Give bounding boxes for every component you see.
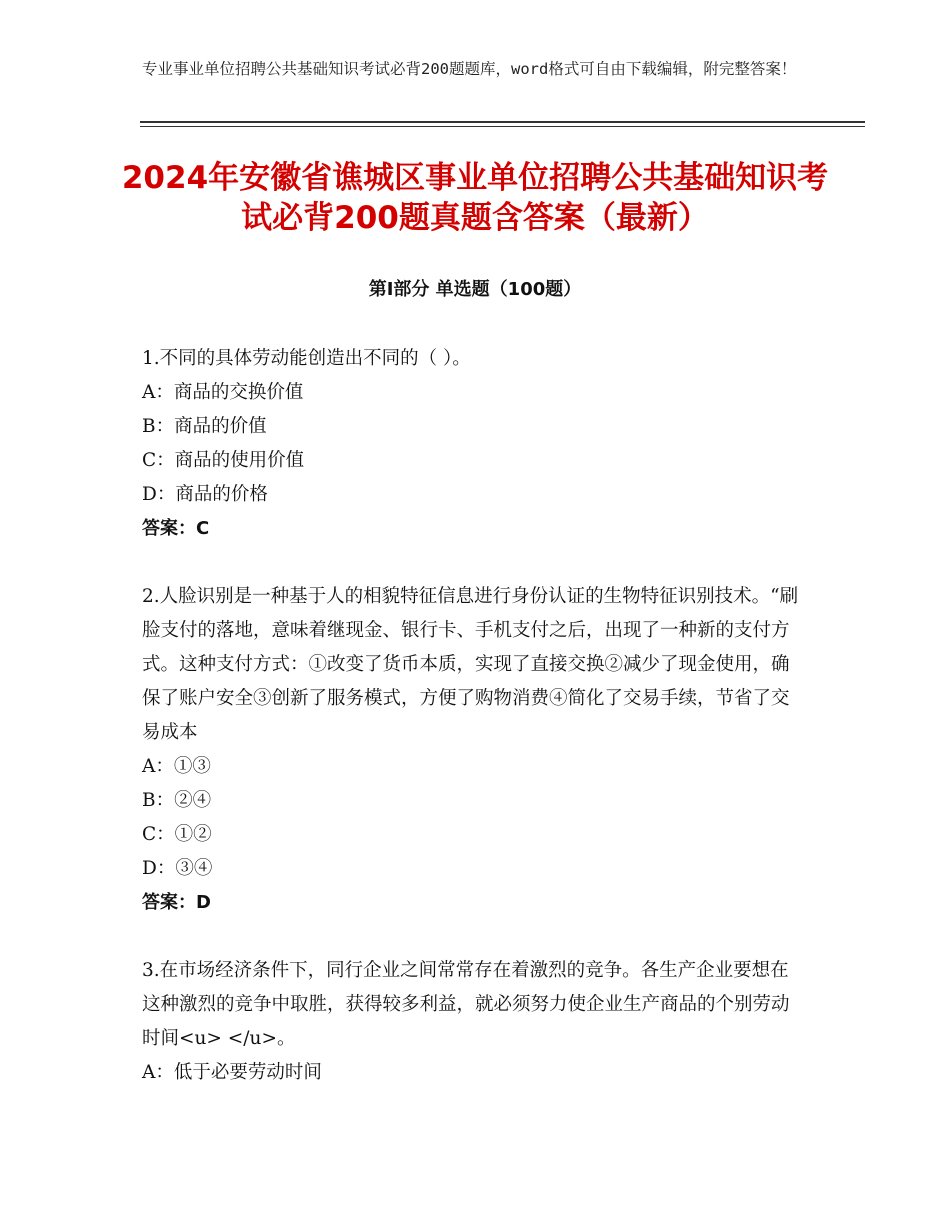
option-a: A：低于必要劳动时间 [142, 1062, 322, 1083]
header-rule-thin [140, 126, 865, 127]
header-rule-thick [140, 121, 865, 123]
question-stem: 1.不同的具体劳动能创造出不同的（ ）。 [142, 348, 471, 369]
option-b: B：②④ [142, 790, 212, 811]
option-d: D：商品的价格 [142, 484, 268, 505]
option-c: C：商品的使用价值 [142, 450, 305, 471]
question-stem: 2.人脸识别是一种基于人的相貌特征信息进行身份认证的生物特征识别技术。“刷脸支付的落地，意味着继现金、银行卡、手机支付之后，出现了一种新的支付方式。这种支付方式：①改变了货币本质，实现了直接交换②减少了现金使用，确保了账户安全③创新了服务模式，方便了购物消费④简化了交易手续，节省了交易成本 [142, 586, 799, 743]
question-2 [142, 580, 802, 920]
section-heading: 第Ⅰ部分 单选题（100题） [368, 279, 582, 300]
option-b: B：商品的价值 [142, 416, 267, 437]
document-title: 2024年安徽省谯城区事业单位招聘公共基础知识考试必背200题真题含答案（最新） [121, 160, 829, 236]
option-c: C：①② [142, 824, 212, 845]
answer: 答案：D [142, 892, 211, 913]
option-a: A：①③ [142, 756, 211, 777]
header-note: 专业事业单位招聘公共基础知识考试必背200题题库，word格式可自由下载编辑，附完整答案！ [142, 60, 797, 78]
answer: 答案：C [142, 518, 210, 539]
question-stem: 3.在市场经济条件下，同行企业之间常常存在着激烈的竞争。各生产企业要想在这种激烈的竞争中取胜，获得较多利益，就必须努力使企业生产商品的个别劳动时间<u> </u>。 [142, 960, 790, 1049]
option-a: A：商品的交换价值 [142, 382, 304, 403]
question-3 [142, 954, 802, 1090]
question-1 [142, 342, 802, 546]
option-d: D：③④ [142, 858, 213, 879]
question-list [142, 342, 802, 1090]
